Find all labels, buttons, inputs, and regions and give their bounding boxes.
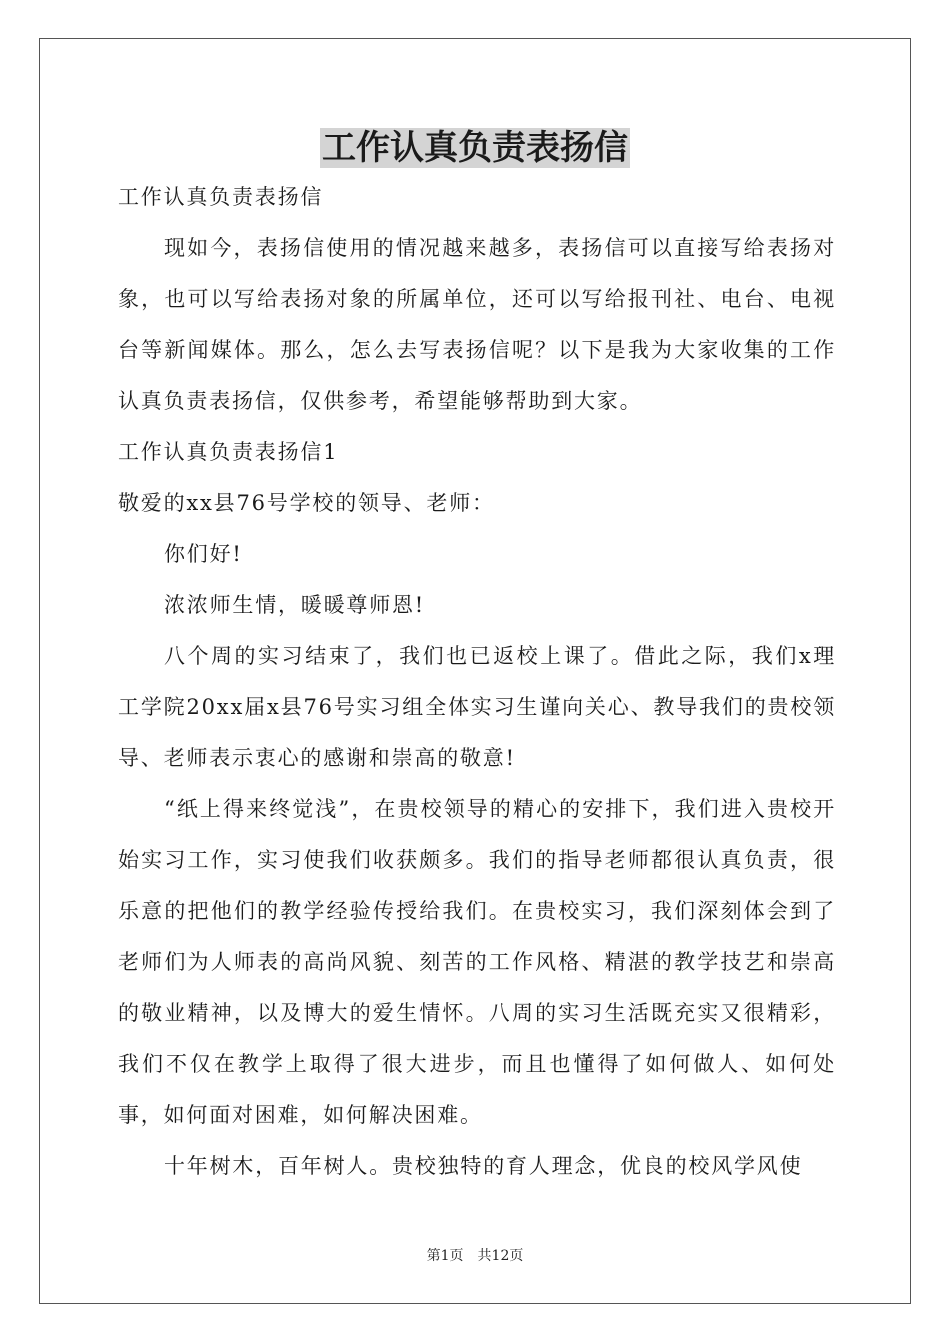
paragraph: 八个周的实习结束了，我们也已返校上课了。借此之际，我们x理工学院20xx届x县76号实习组全体实习生谨向关心、教导我们的贵校领导、老师表示衷心的感谢和崇高的敬意! [118, 644, 836, 770]
paragraph: 浓浓师生情，暖暖尊师恩! [164, 593, 426, 617]
paragraph: “纸上得来终觉浅”，在贵校领导的精心的安排下，我们进入贵校开始实习工作，实习使我们收获颇多。我们的指导老师都很认真负责，很乐意的把他们的教学经验传授给我们。在贵校实习，我们深刻体会到了老师们为人师表的高尚风貌、刻苦的工作风格、精湛的教学技艺和崇高的敬业精神，以及博大的爱生情怀。八周的实习生活既充实又很精彩，我们不仅在教学上取得了很大进步，而且也懂得了如何做人、如何处事，如何面对困难，如何解决困难。 [118, 797, 836, 1127]
paragraph: 工作认真负责表扬信 [118, 185, 324, 209]
page-footer [0, 1246, 950, 1266]
document-body [118, 172, 836, 1192]
paragraph: 现如今，表扬信使用的情况越来越多，表扬信可以直接写给表扬对象，也可以写给表扬对象的所属单位，还可以写给报刊社、电台、电视台等新闻媒体。那么，怎么去写表扬信呢？以下是我为大家收集的工作认真负责表扬信，仅供参考，希望能够帮助到大家。 [118, 236, 836, 413]
page-total: 共12页 [477, 1248, 524, 1264]
paragraph: 敬爱的xx县76号学校的领导、老师： [118, 491, 495, 515]
document-title [0, 124, 950, 172]
paragraph: 十年树木，百年树人。贵校独特的育人理念，优良的校风学风使 [164, 1154, 803, 1178]
page-number: 第1页 [426, 1248, 464, 1264]
document-title-text: 工作认真负责表扬信 [322, 128, 628, 168]
paragraph: 你们好! [164, 542, 243, 566]
paragraph: 工作认真负责表扬信1 [118, 440, 339, 464]
